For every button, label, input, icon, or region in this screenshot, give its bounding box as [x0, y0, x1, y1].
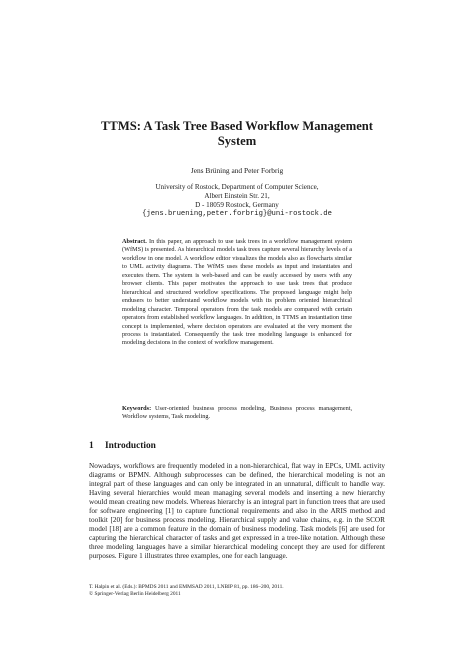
section-heading	[89, 441, 156, 452]
abstract-text: In this paper, an approach to use task trees in a workflow management system (WfMS) is presented. As hierarchical models task trees capture several hierarchy levels of a workflow in one model. A workflow editor visualizes the models also as flowcharts similar to UML activity diagrams. The WfMS uses these models as input and instantiates and executes them. The system is web-based and can be easily accessed by users with any browser clients. This paper motivates the approach to use task trees that produce hierarchical and structured workflow specifications. The proposed language might help endusers to better understand workflow models with its problem oriented hierarchical modeling character. Temporal operators from the task models are compared with certain operators from established workflow languages. In addition, in TTMS an instantiation time concept is implemented, where decision operators are evaluated at the very moment the process is instantiated. Consequently the task tree modeling language is enhanced for modeling decisions in the context of workflow management.	[122, 238, 353, 347]
abstract	[122, 238, 352, 348]
footnote-copyright: © Springer-Verlag Berlin Heidelberg 2011	[89, 591, 181, 597]
author-emails: {jens.bruening,peter.forbrig}@uni-rostock.de	[142, 209, 332, 218]
footnote-citation: T. Halpin et al. (Eds.): BPMDS 2011 and EMMSAD 2011, LNBIP 81, pp. 186–200, 2011.	[89, 584, 284, 590]
intro-paragraph: Nowadays, workflows are frequently modeled in a non-hierarchical, flat way in EPCs, UML activity diagrams or BPMN. Although subprocesses can be defined, the hierarchical modeling is not an integral part of these languages and can only be integrated in an unnatural, difficult to handle way. Having several hierarchies would mean managing several models and inserting a new hierarchy would mean creating new models. Whereas hierarchy is an integral part in function trees that are used for software engineering [1] to capture functional requirements and also in the ARIS method and toolkit [20] for business process modeling. Hierarchical supply and value chains, e.g. in the SCOR model [18] are a common feature in the domain of business modeling. Task models [6] are used for capturing the hierarchical character of tasks and get expressed in a tree-like notation. Although these three modeling languages have a similar hierarchical modeling concept they are used for different purposes. Figure 1 illustrates three examples, one for each language.	[89, 462, 385, 561]
keywords	[122, 405, 352, 422]
affiliation-line-1: University of Rostock, Department of Computer Science,	[155, 183, 319, 191]
section-number: 1	[89, 441, 94, 451]
title-line-1: TTMS: A Task Tree Based Workflow Management	[101, 119, 373, 133]
section-title: Introduction	[105, 441, 156, 451]
affiliation	[90, 183, 384, 219]
paper-title	[90, 119, 384, 149]
copyright-footnote	[89, 584, 385, 598]
keywords-label: Keywords:	[122, 405, 152, 412]
keywords-text: User-oriented business process modeling, Business process management, Workflow systems, Task modeling.	[122, 405, 353, 421]
title-line-2: System	[217, 134, 257, 148]
abstract-label: Abstract.	[122, 238, 147, 245]
authors: Jens Brüning and Peter Forbrig	[190, 166, 284, 175]
affiliation-line-3: D - 18059 Rostock, Germany	[195, 200, 279, 209]
affiliation-line-2: Albert Einstein Str. 21,	[204, 191, 270, 200]
